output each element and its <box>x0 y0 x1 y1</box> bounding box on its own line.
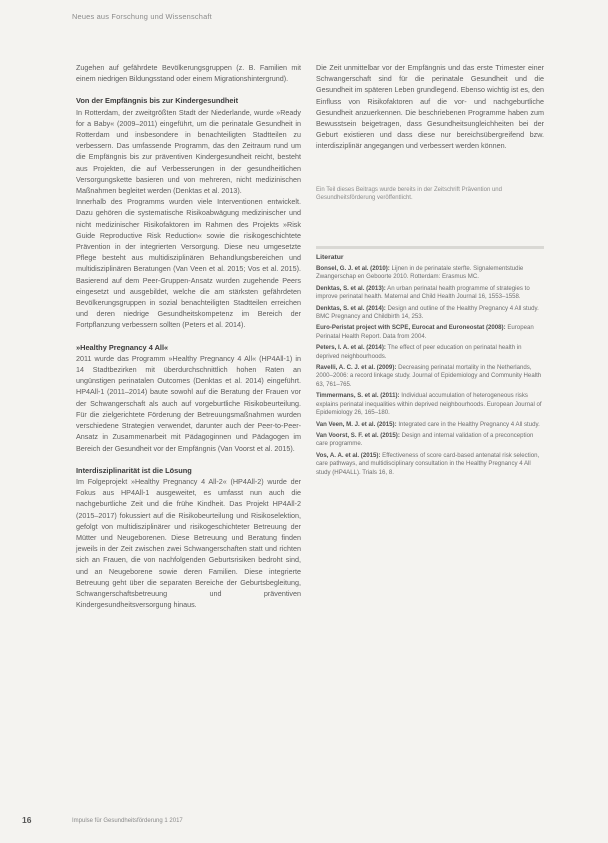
reference-text: Effectiveness of score card-based antenatal risk selection, care pathways, and multidisciplinary consultation in the Healthy Pregnancy 4 All study (HP4ALL). Trials 16, 8. <box>316 451 540 476</box>
reference-item <box>316 452 544 477</box>
body-paragraph: Innerhalb des Programms wurden viele Interventionen entwickelt. Dazu gehören die systematische Risikoabwägung medizinischer und nicht medizinischer Risikofaktoren im Rahmen des Projekts »Risk Guide Reproductive Risk Reduction« sowie die risikogeschichtete Prävention in der integrierten Versorgung. Diese neu umgesetzte Pflege besteht aus multidisziplinären Behandlungsbereichen und multidisziplinären Beratungen (Van Veen et al. 2015; Vos et al. 2015). Basierend auf dem Peer-Gruppen-Ansatz wurden zugehende Peers eingesetzt und ausgebildet, welche die am stärksten gefährdeten Bevölkerungsgruppen in sozial benachteiligten Stadtteilen erreichen und deren niedrige Gesundheitskompetenz im Bereich der Fortpflanzung verbessern sollten (Peters et al. 2014). <box>76 197 301 330</box>
reference-text: An urban perinatal health programme of strategies to improve perinatal health. Maternal and Child Health Journal 16, 1553–1558. <box>316 284 530 301</box>
reference-item <box>316 432 544 449</box>
reference-item <box>316 364 544 389</box>
reference-author: Bonsel, G. J. et al. (2010): <box>316 265 390 272</box>
reference-text: European Perinatal Health Report. Data from 2004. <box>316 324 534 340</box>
body-paragraph: Die Zeit unmittelbar vor der Empfängnis und das erste Trimester einer Schwangerschaft sind für die perinatale Gesundheit und die Gesundheit im späteren Leben grundlegend. Ebenso wichtig ist es, den Einfluss von Risikofaktoren auf die vor- und nachgeburtliche Gesundheit anzuerkennen. Die beschriebenen Programme haben zum Bewusstsein beigetragen, dass Gesundheitsungleichheiten bei der Geburt existieren und dass diese nur bereichsübergreifend bzw. interdisziplinär angegangen und verbessert werden können. <box>316 63 544 151</box>
right-column <box>316 62 544 152</box>
left-column <box>76 62 301 610</box>
reference-author: Denktas, S. et al. (2014): <box>316 304 386 312</box>
intro-paragraph: Zugehen auf gefährdete Bevölkerungsgruppen (z. B. Familien mit einem niedrigen Bildungsstand oder einem Migrationshintergrund). <box>76 63 301 84</box>
section-heading: Von der Empfängnis bis zur Kindergesundheit <box>76 96 239 106</box>
reference-heading: Literatur <box>316 254 344 261</box>
reference-item <box>316 285 544 302</box>
reference-author: Van Veen, M. J. et al. (2015): <box>316 420 397 428</box>
body-paragraph: In Rotterdam, der zweitgrößten Stadt der Niederlande, wurde »Ready for a Baby« (2009–2011) eingeführt, um die perinatale Gesundheit in Rotterdam und insbesondere in benachteiligten Stadtteilen zu verbessern. Das umfassende Programm, das den Zeitraum rund um die Empfängnis bis zur präventiven Kindergesundheit reicht, besteht aus Projekten, die auf Verbesserungen in der gesundheitlichen Versorgungskette basieren und von mehreren, nicht medizinischen Maßnahmen begleitet werden (Denktas et al. 2013). <box>76 107 301 196</box>
running-head: Neues aus Forschung und Wissenschaft <box>72 12 212 21</box>
reference-text: Lijnen in de perinatale sterfte. Signalementstudie Zwangerschap en Geboorte 2010. Rotterdam: Erasmus MC. <box>316 265 524 281</box>
page-number: 16 <box>22 815 32 825</box>
reference-author: Ravelli, A. C. J. et al. (2009): <box>316 364 397 372</box>
reference-item <box>316 305 544 322</box>
reference-text: Design and internal validation of a preconception care programme. <box>316 431 534 448</box>
body-paragraph: 2011 wurde das Programm »Healthy Pregnancy 4 All« (HP4All-1) in 14 Stadtbezirken mit überdurchschnittlich hohen Raten an ungünstigen perinatalen Outcomes (Denktas et al. 2014) eingeführt. HP4All-1 (2011–2014) baute sowohl auf die Beratung der Frauen vor der Schwangerschaft als auch auf vorgeburtliche Risikobeurteilung. Für die zielgerichtete Förderung der Betreuungsmaßnahmen wurden verschiedene Strategien verwendet, darunter auch der Peer-to-Peer-Ansatz in Zusammenarbeit mit Pädagoginnen und Pädagogen im Bereich der Gesundheit vor der Empfängnis (Van Voorst et al. 2015). <box>76 353 301 453</box>
reference-author: Vos, A. A. et al. (2015): <box>316 451 381 459</box>
publication-footer: Impulse für Gesundheitsförderung 1 2017 <box>72 818 183 824</box>
reference-author: Van Voorst, S. F. et al. (2015): <box>316 431 400 439</box>
article-note: Ein Teil dieses Beitrags wurde bereits in der Zeitschrift Prävention und Gesundheitsförderung veröffentlicht. <box>316 187 502 202</box>
reference-author: Euro-Peristat project with SCPE, Eurocat and Euroneostat (2008): <box>316 324 506 332</box>
reference-author: Denktas, S. et al. (2013): <box>316 284 386 292</box>
reference-text: Individual accumulation of heterogeneous risks explains perinatal inequalities within deprived neighbourhoods. European Journal of Epidemiology 26, 165–180. <box>316 392 542 417</box>
section-heading: »Healthy Pregnancy 4 All« <box>76 342 169 352</box>
reference-list <box>316 246 544 480</box>
reference-text: Decreasing perinatal mortality in the Netherlands, 2000–2006: a record linkage study. Journal of Epidemiology and Community Health 63, 761–765. <box>316 364 542 388</box>
section-heading: Interdisziplinarität ist die Lösung <box>76 465 192 475</box>
reference-item <box>316 344 544 361</box>
body-paragraph: Im Folgeprojekt »Healthy Pregnancy 4 All-2« (HP4All-2) wurde der Fokus aus HP4All-1 ausgeweitet, es umfasst nun auch die nachgeburtliche Zeit und die frühe Kindheit. Das Projekt HP4All-2 (2015–2017) fokussiert auf die Risikobeurteilung und Risikoselektion, gefolgt von multidisziplinärer und risikogeschichteter Betreuung der Mütter und Neugeborenen. Diese Betreuung und Beratung finden jeweils in der Zeit zwischen zwei Schwangerschaften statt und richten sich an Frauen, die von nachfolgenden Geburtsrisiken bedroht sind, und an Neugeborene sowie deren Familien. Diese integrierte Betreuung geht über die separaten Bereiche der Geburtsbegleitung, Schwangerschaftsbetreuung und präventiven Kindergesundheitsversorgung hinaus. <box>76 476 301 610</box>
reference-item <box>316 392 544 417</box>
reference-text: Design and outline of the Healthy Pregnancy 4 All study. BMC Pregnancy and Childbirth 14, 253. <box>316 304 539 321</box>
reference-item <box>316 265 544 282</box>
reference-author: Timmermans, S. et al. (2011): <box>316 392 400 400</box>
reference-item <box>316 421 544 429</box>
reference-author: Peters, I. A. et al. (2014): <box>316 344 386 352</box>
reference-item <box>316 324 544 341</box>
reference-text: Integrated care in the Healthy Pregnancy 4 All study. <box>398 420 540 428</box>
reference-text: The effect of peer education on perinatal health in deprived neighbourhoods. <box>316 344 522 360</box>
